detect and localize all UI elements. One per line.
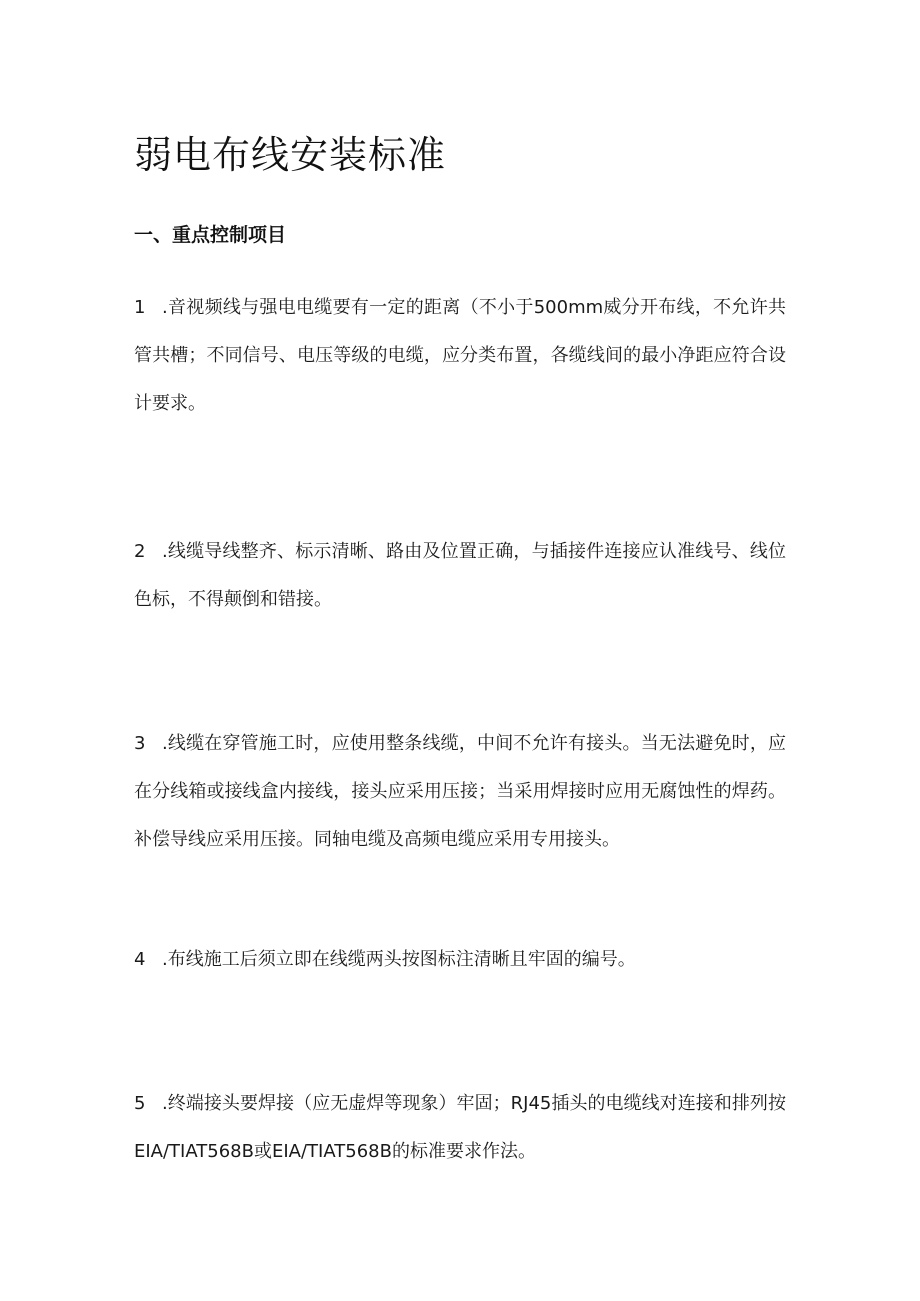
- item-text: .终端接头要焊接（应无虚焊等现象）牢固；RJ45插头的电缆线对连接和排列按EIA/TIAT568B或EIA/TIAT568B的标准要求作法。: [134, 1093, 786, 1162]
- item-number: 5: [134, 1093, 146, 1114]
- list-item: [134, 1080, 786, 1176]
- item-number: 4: [134, 949, 146, 970]
- list-item: [134, 284, 786, 428]
- item-number: 2: [134, 541, 146, 562]
- list-item: [134, 528, 786, 624]
- document-title: 弱电布线安装标准: [134, 133, 447, 177]
- item-text: .布线施工后须立即在线缆两头按图标注清晰且牢固的编号。: [162, 949, 636, 970]
- list-item: [134, 720, 786, 864]
- item-text: .线缆在穿管施工时，应使用整条线缆，中间不允许有接头。当无法避免时，应在分线箱或接线盒内接线，接头应采用压接；当采用焊接时应用无腐蚀性的焊药。补偿导线应采用压接。同轴电缆及高频电缆应采用专用接头。: [134, 733, 786, 850]
- item-text: .音视频线与强电电缆要有一定的距离（不小于500mm威分开布线，不允许共管共槽；不同信号、电压等级的电缆，应分类布置，各缆线间的最小净距应符合设计要求。: [134, 297, 786, 414]
- list-item: [134, 936, 786, 984]
- item-number: 1: [134, 297, 146, 318]
- item-number: 3: [134, 733, 146, 754]
- section-heading: 一、重点控制项目: [134, 224, 287, 246]
- item-text: .线缆导线整齐、标示清晰、路由及位置正确，与插接件连接应认准线号、线位色标，不得颠倒和错接。: [134, 541, 786, 610]
